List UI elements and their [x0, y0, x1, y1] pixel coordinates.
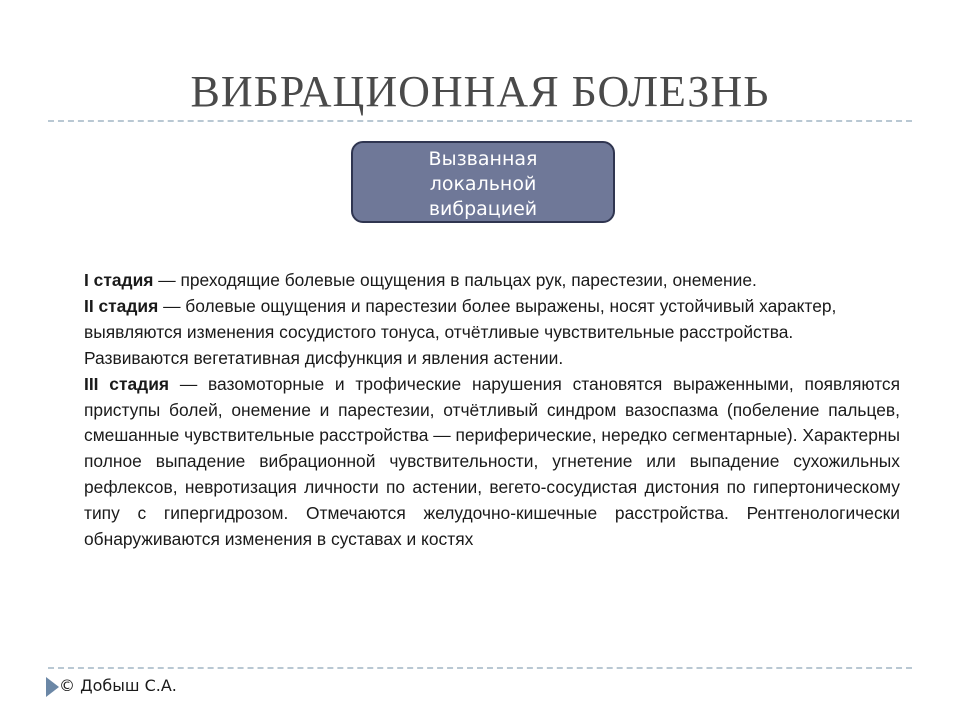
- stage-1-paragraph: [84, 268, 900, 294]
- title-separator: [48, 120, 912, 122]
- footer-copyright: © Добыш С.А.: [59, 676, 177, 695]
- stage-3-paragraph: [84, 372, 900, 553]
- slide-title: ВИБРАЦИОННАЯ БОЛЕЗНЬ: [190, 67, 770, 116]
- stage-3-label: III стадия: [84, 373, 170, 394]
- stages-text: [84, 268, 900, 553]
- stage-2-description: — болевые ощущения и парестезии более выражены, носят устойчивый характер, выявляются изменения сосудистого тонуса, отчётливые чувствительные расстройства. Развиваются вегетативная дисфункция и явления астении.: [84, 295, 837, 368]
- callout-box: [351, 141, 615, 223]
- footer-separator: [48, 667, 912, 669]
- footer-triangle-icon: [46, 677, 59, 697]
- stage-3-description: — вазомоторные и трофические нарушения становятся выраженными, появляются приступы болей, онемение и парестезии, отчётливый синдром вазоспазма (побеление пальцев, смешанные чувствительные расстройства — периферические, нередко сегментарные). Характерны полное выпадение вибрационной чувствительности, угнетение или выпадение сухожильных рефлексов, невротизация личности по астении, вегето-сосудистая дистония по гипертоническому типу с гипергидрозом. Отмечаются желудочно-кишечные расстройства. Рентгенологически обнаруживаются изменения в суставах и костях: [84, 373, 900, 550]
- stage-1-description: — преходящие болевые ощущения в пальцах рук, парестезии, онемение.: [153, 270, 757, 290]
- stage-2-paragraph: [84, 294, 900, 372]
- stage-1-label: I стадия: [84, 270, 154, 290]
- stage-2-label: II стадия: [84, 295, 159, 316]
- callout-text: Вызванная локальной вибрацией: [428, 147, 538, 220]
